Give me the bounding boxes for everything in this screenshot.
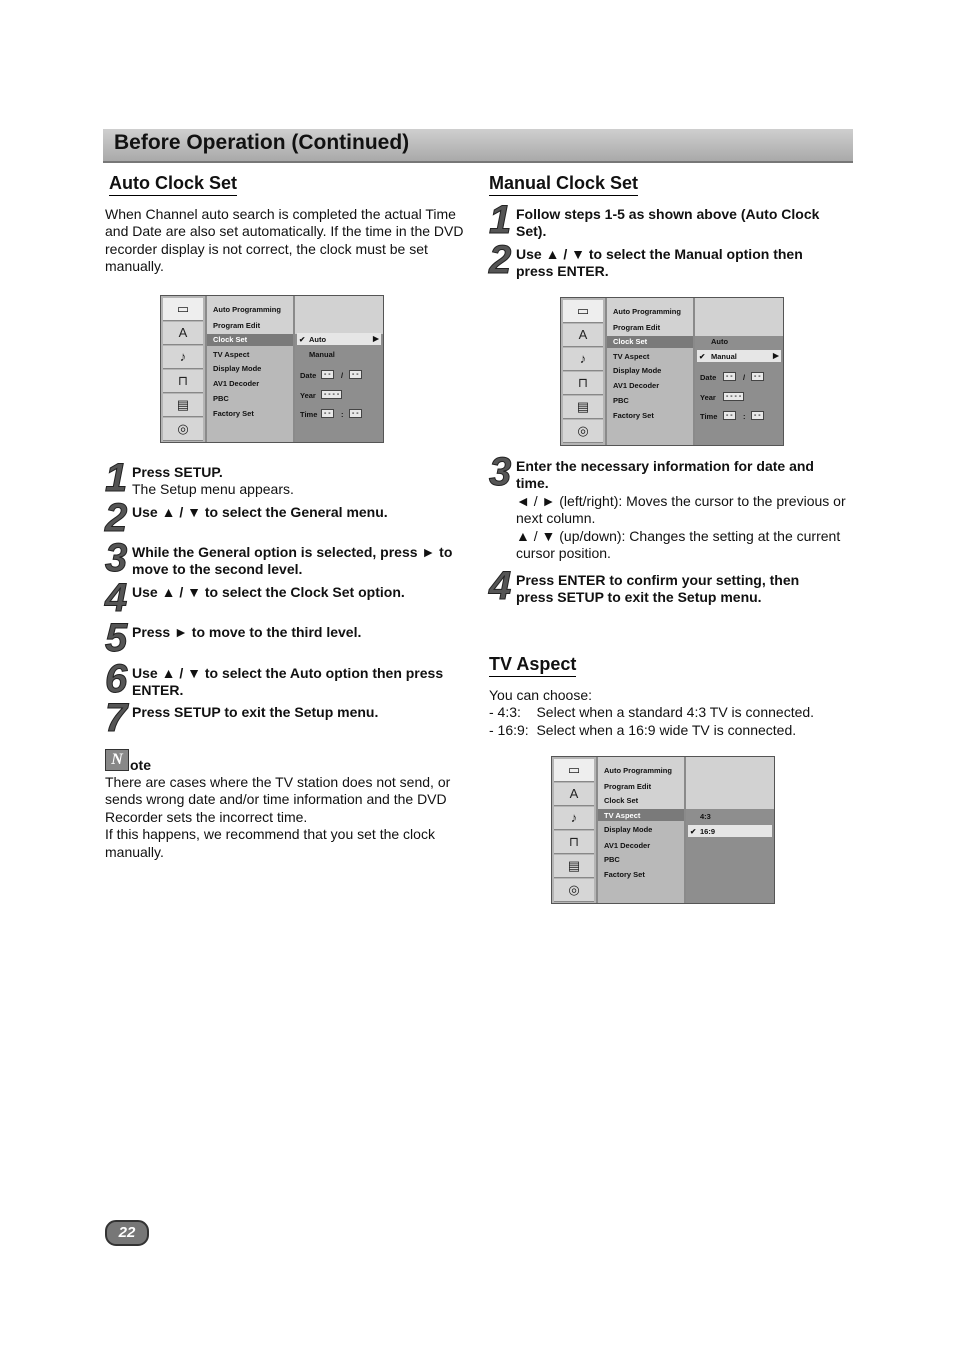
- film-icon: ▤: [563, 396, 603, 419]
- lock-icon: ⊓: [563, 372, 603, 395]
- page-number: 22: [105, 1220, 149, 1246]
- time-field: - -: [751, 411, 764, 420]
- date-label: Date: [700, 373, 717, 382]
- note-text: There are cases where the TV station does not send, or sends wrong date and/or time information and the DVD Recorder sets the incorrect time. If this happens, we recommend that you set the clock manually.: [105, 774, 451, 860]
- time-label: Time: [700, 412, 718, 421]
- year-field: - - - -: [321, 390, 342, 399]
- menu-item: TV Aspect: [604, 811, 641, 820]
- option-16-9: 16:9: [700, 827, 716, 836]
- audio-icon: ♪: [563, 348, 603, 371]
- date-separator: /: [743, 373, 746, 382]
- language-icon: A: [163, 322, 203, 345]
- monitor-icon: ▭: [554, 759, 594, 782]
- note-heading: ote: [130, 757, 151, 773]
- menu-item: Factory Set: [213, 409, 254, 418]
- menu-item: Factory Set: [613, 411, 654, 420]
- option-auto: Auto: [309, 335, 327, 344]
- note-icon: N: [105, 749, 129, 771]
- menu-item: TV Aspect: [213, 350, 250, 359]
- menu-item: PBC: [613, 396, 629, 405]
- menu-item: PBC: [604, 855, 620, 864]
- menu-item: Clock Set: [613, 337, 648, 346]
- menu-item: Auto Programming: [604, 766, 672, 775]
- date-field: - -: [321, 370, 334, 379]
- check-icon: ✔: [699, 352, 706, 361]
- monitor-icon: ▭: [563, 300, 603, 323]
- film-icon: ▤: [163, 394, 203, 417]
- date-field: - -: [349, 370, 362, 379]
- audio-icon: ♪: [163, 346, 203, 369]
- manual-clock-heading: Manual Clock Set: [489, 173, 638, 196]
- page-banner: [103, 129, 853, 163]
- audio-icon: ♪: [554, 807, 594, 830]
- menu-item: Display Mode: [604, 825, 653, 834]
- date-separator: /: [341, 371, 344, 380]
- arrow-right-icon: ▶: [773, 351, 779, 360]
- tv-aspect-heading: TV Aspect: [489, 654, 576, 677]
- option-manual: Manual: [711, 352, 737, 361]
- lock-icon: ⊓: [163, 370, 203, 393]
- arrow-right-icon: ▶: [373, 334, 379, 343]
- check-icon: ✔: [299, 335, 306, 344]
- disc-icon: ◎: [163, 418, 203, 441]
- menu-item: Display Mode: [613, 366, 662, 375]
- monitor-icon: ▭: [163, 298, 203, 321]
- year-label: Year: [700, 393, 716, 402]
- setup-menu-tv-aspect: [551, 756, 775, 904]
- time-field: - -: [349, 409, 362, 418]
- menu-item: AV1 Decoder: [604, 841, 651, 850]
- menu-item: AV1 Decoder: [613, 381, 660, 390]
- option-4-3: 4:3: [700, 812, 711, 821]
- disc-icon: ◎: [563, 420, 603, 443]
- menu-item: Auto Programming: [213, 305, 281, 314]
- time-label: Time: [300, 410, 318, 419]
- film-icon: ▤: [554, 855, 594, 878]
- menu-item: Auto Programming: [613, 307, 681, 316]
- lock-icon: ⊓: [554, 831, 594, 854]
- auto-clock-heading: Auto Clock Set: [109, 173, 237, 196]
- page-title: Before Operation (Continued): [114, 131, 410, 154]
- menu-item: TV Aspect: [613, 352, 650, 361]
- option-manual: Manual: [309, 350, 335, 359]
- tv-aspect-text: You can choose: - 4:3: Select when a standard 4:3 TV is connected. - 16:9: Select when a 16:9 wide TV is connected.: [489, 687, 815, 738]
- menu-item: PBC: [213, 394, 229, 403]
- menu-item: Factory Set: [604, 870, 645, 879]
- date-field: - -: [751, 372, 764, 381]
- setup-menu-manual: [560, 297, 784, 446]
- auto-clock-intro: When Channel auto search is completed the actual Time and Date are also set automatically. If the time in the DVD recorder display is not correct, the clock must be set manually.: [105, 206, 464, 275]
- time-separator: :: [743, 412, 746, 421]
- menu-item: AV1 Decoder: [213, 379, 260, 388]
- year-field: - - - -: [723, 392, 744, 401]
- language-icon: A: [563, 324, 603, 347]
- menu-item: Clock Set: [213, 335, 248, 344]
- year-label: Year: [300, 391, 316, 400]
- date-label: Date: [300, 371, 317, 380]
- setup-menu-auto: [160, 295, 384, 443]
- time-field: - -: [321, 409, 334, 418]
- check-icon: ✔: [690, 827, 697, 836]
- menu-item: Program Edit: [213, 321, 261, 330]
- time-separator: :: [341, 410, 344, 419]
- language-icon: A: [554, 783, 594, 806]
- time-field: - -: [723, 411, 736, 420]
- menu-item: Program Edit: [604, 782, 652, 791]
- option-auto: Auto: [711, 337, 729, 346]
- date-field: - -: [723, 372, 736, 381]
- menu-item: Program Edit: [613, 323, 661, 332]
- disc-icon: ◎: [554, 879, 594, 902]
- menu-item: Clock Set: [604, 796, 639, 805]
- menu-item: Display Mode: [213, 364, 262, 373]
